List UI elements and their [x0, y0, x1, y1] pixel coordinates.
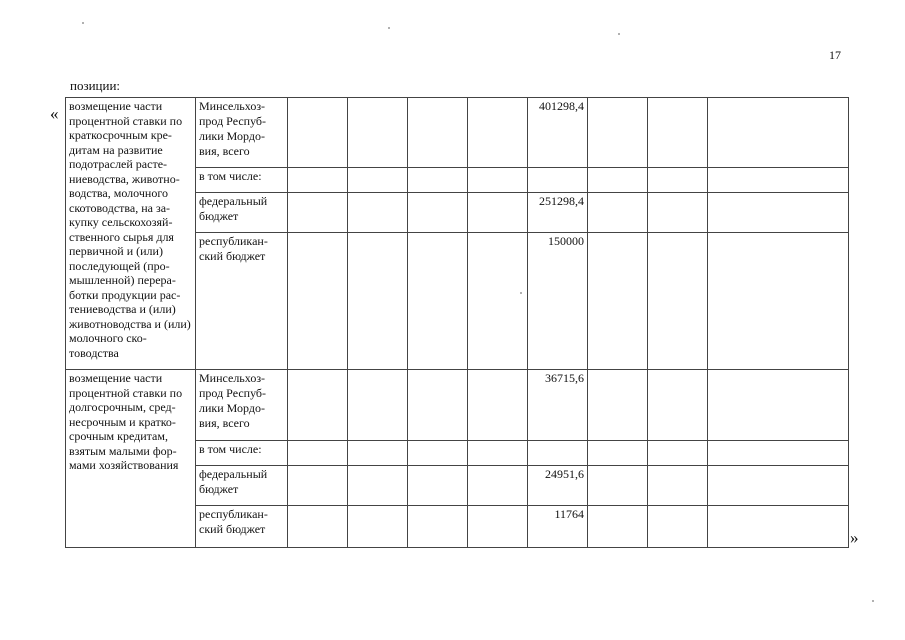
amount-cell: 24951,6	[528, 466, 588, 506]
funding-table	[65, 97, 849, 548]
scan-speck	[388, 27, 390, 29]
measure-name: возмещение части процентной ставки по краткосрочным кре-дитам на развитие подотраслей расте-ниеводства, животно-водства, молочного скотоводства, на за-купку сельскохозяй-ственного сырья для первичной и (или) последующей (про-мышленной) перера-ботки продукции рас-тениеводства и (или) животноводства и (или) молочного ско-товодства	[66, 98, 196, 370]
amount-cell	[528, 168, 588, 193]
scan-speck	[872, 600, 874, 602]
amount-cell: 150000	[528, 233, 588, 370]
intro-text: позиции:	[70, 78, 121, 93]
amount-cell: 401298,4	[528, 98, 588, 168]
measure-name: возмещение части процентной ставки по долгосрочным, сред-несрочным и кратко-срочным кредитам, взятым малыми фор-мами хозяйствования	[66, 370, 196, 548]
funding-source: Минсельхоз-прод Респуб-лики Мордо-вия, всего	[196, 98, 288, 168]
funding-source: республикан-ский бюджет	[196, 233, 288, 370]
amount-cell: 11764	[528, 506, 588, 548]
scan-speck	[520, 292, 522, 294]
table-row	[66, 98, 849, 168]
funding-source: федеральный бюджет	[196, 193, 288, 233]
amount-cell	[528, 441, 588, 466]
funding-source: в том числе:	[196, 441, 288, 466]
table-row	[66, 370, 849, 441]
opening-quote: «	[50, 104, 59, 123]
scan-speck	[82, 22, 84, 24]
funding-source: республикан-ский бюджет	[196, 506, 288, 548]
funding-source: в том числе:	[196, 168, 288, 193]
funding-source: федеральный бюджет	[196, 466, 288, 506]
scan-speck	[618, 33, 620, 35]
amount-cell: 251298,4	[528, 193, 588, 233]
closing-quote: »	[850, 528, 859, 547]
funding-source: Минсельхоз-прод Респуб-лики Мордо-вия, всего	[196, 370, 288, 441]
amount-cell: 36715,6	[528, 370, 588, 441]
page-number: 17	[829, 48, 841, 62]
